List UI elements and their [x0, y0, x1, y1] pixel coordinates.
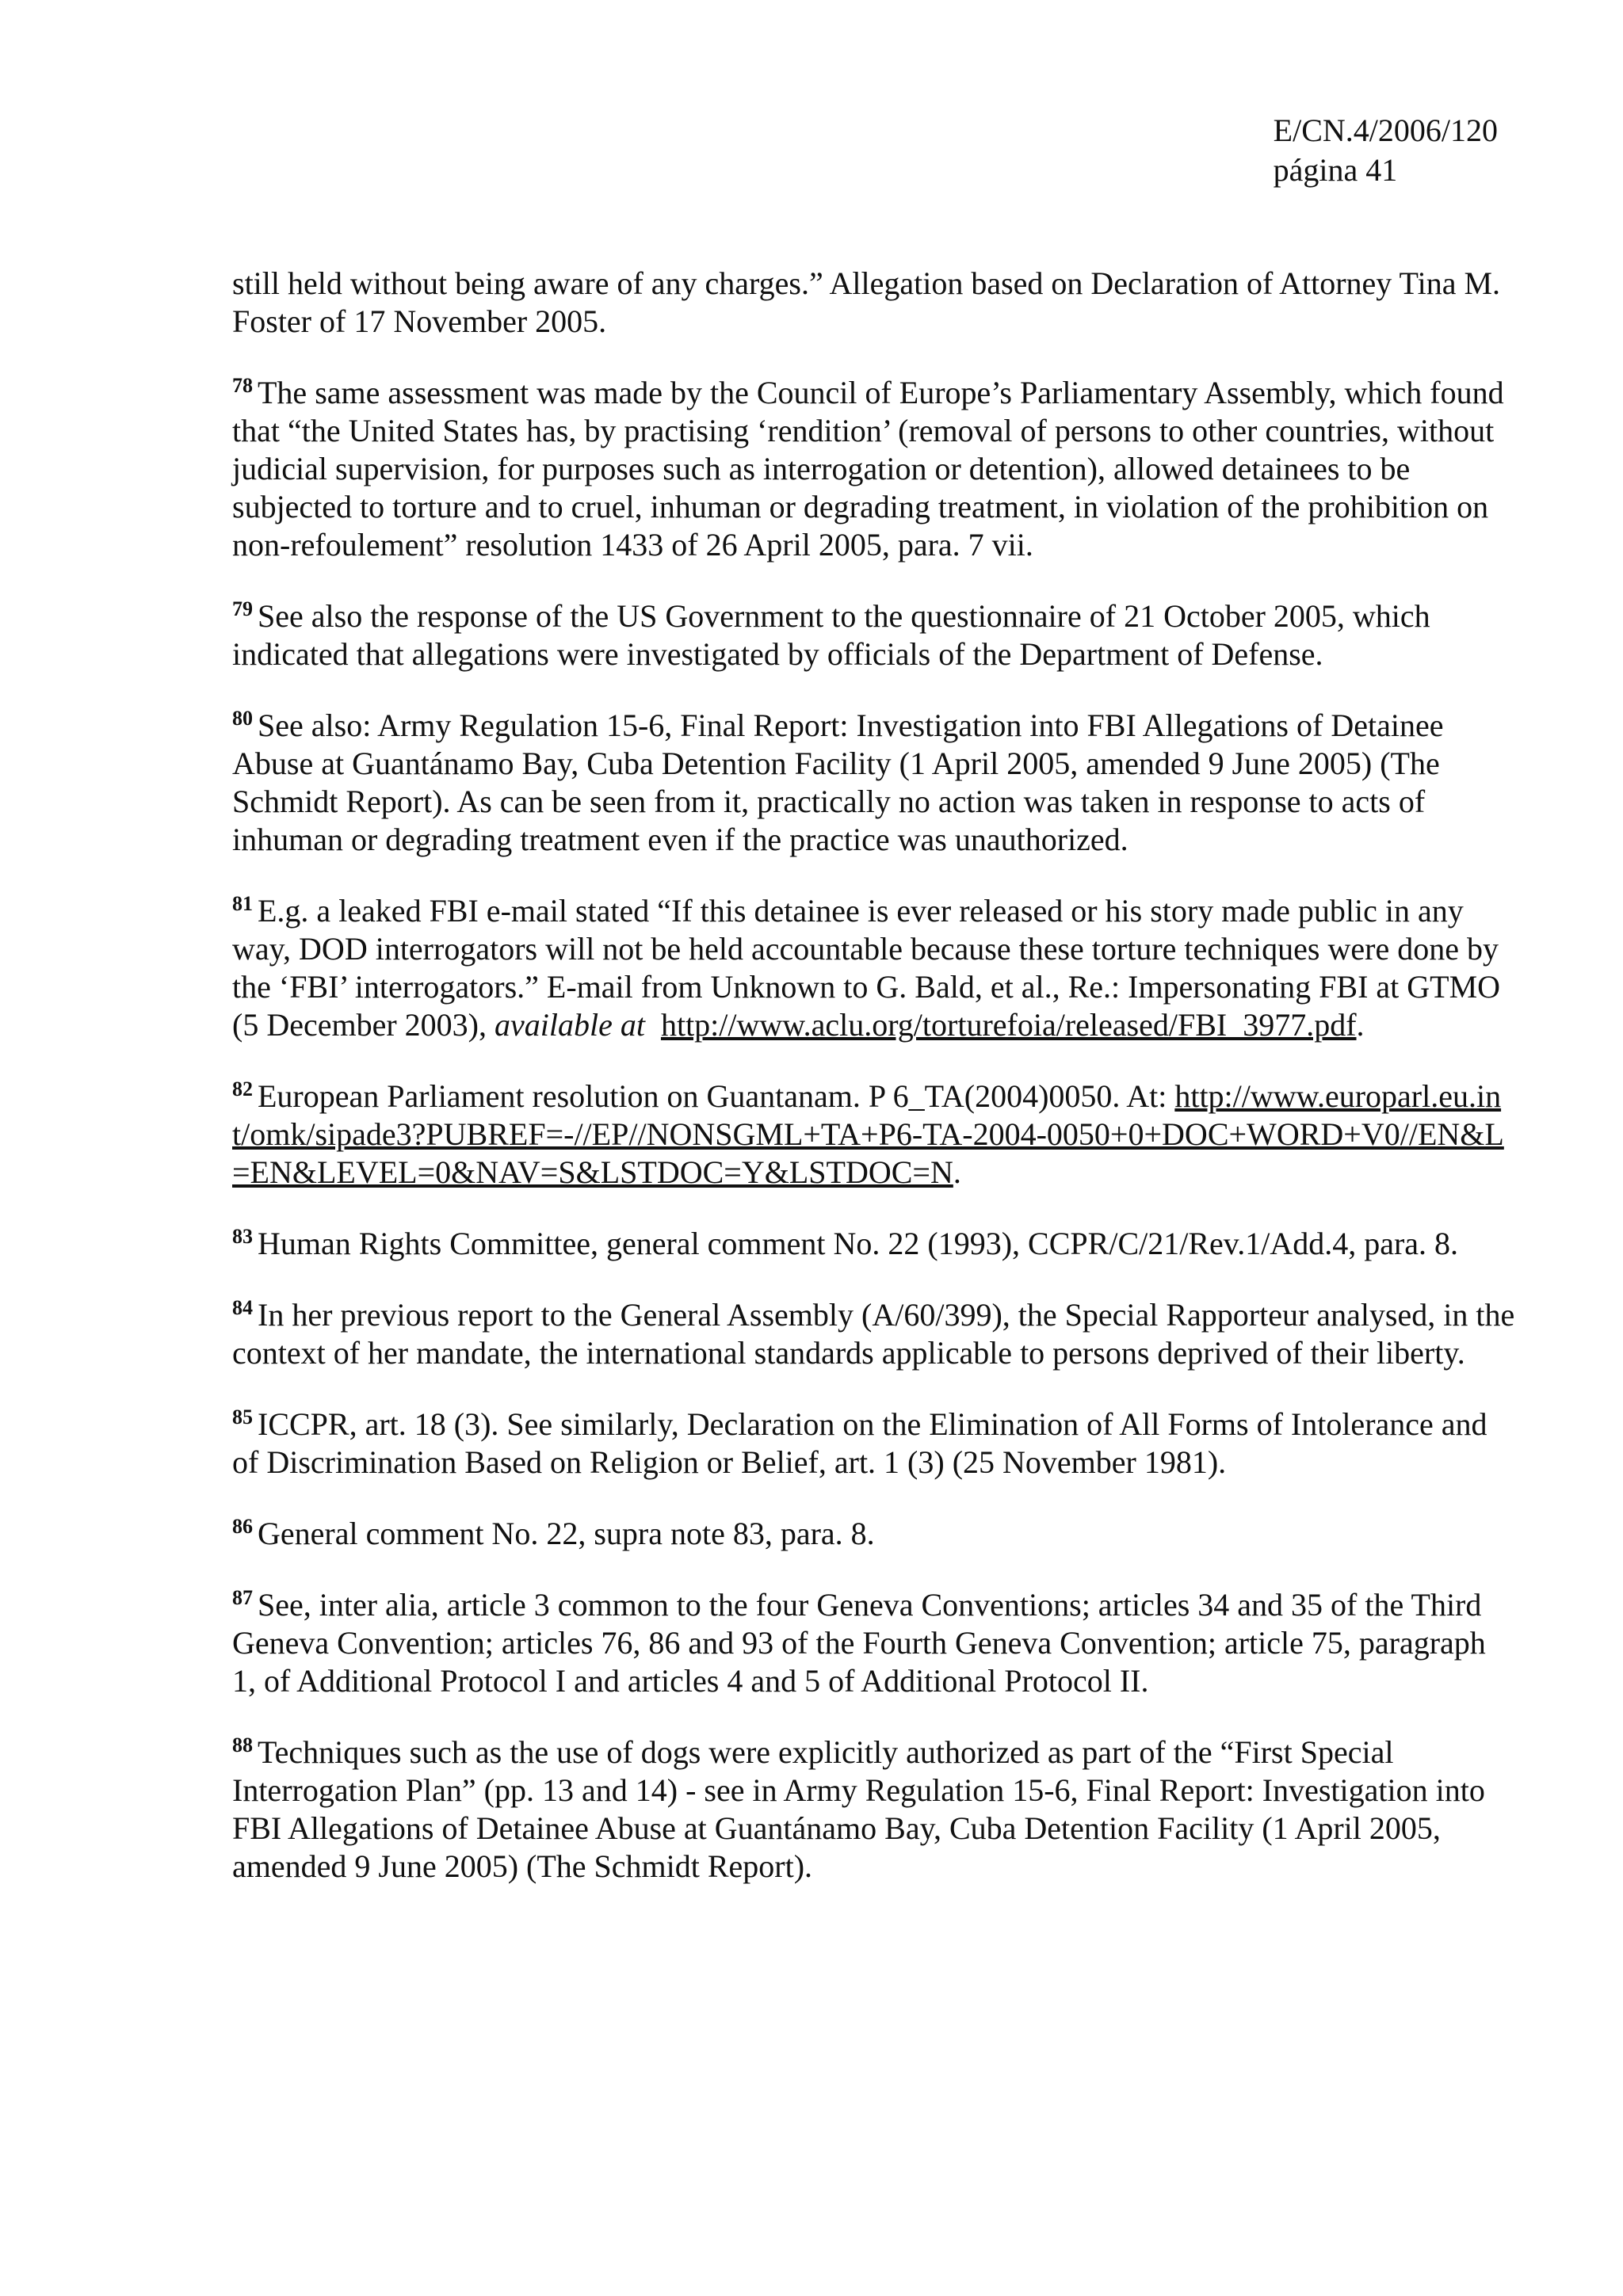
footnote-continuation — [232, 265, 1516, 341]
footnote-text: E.g. a leaked FBI e-mail stated “If this detainee is ever released or his story made public in any way, DOD interrogators will not be held accountable because these torture techniques were done by the ‘FBI’ interrogators.” E-mail from Unknown to G. Bald, et al., Re.: Impersonating FBI at GTMO (5 December 2003), — [232, 893, 1501, 1043]
footnote-number: 85 — [232, 1405, 253, 1428]
footnote-82 — [232, 1077, 1516, 1192]
footnote-text: See also: Army Regulation 15-6, Final Report: Investigation into FBI Allegations of Detainee Abuse at Guantánamo Bay, Cuba Detention Facility (1 April 2005, amended 9 June 2005) (The Schmidt Report). As can be seen from it, practically no action was taken in response to acts of inhuman or degrading treatment even if the practice was unauthorized. — [232, 707, 1444, 857]
footnote-79 — [232, 597, 1516, 673]
footnote-number: 82 — [232, 1077, 253, 1100]
footnotes-section — [232, 265, 1516, 1919]
footnote-text: Human Rights Committee, general comment No. 22 (1993), CCPR/C/21/Rev.1/Add.4, para. 8. — [258, 1226, 1459, 1261]
footnote-link[interactable]: http://www.aclu.org/torturefoia/released/FBI_3977.pdf — [660, 1007, 1357, 1043]
footnote-88 — [232, 1733, 1516, 1886]
footnote-84 — [232, 1296, 1516, 1372]
page-number: página 41 — [1273, 152, 1398, 188]
footnote-87 — [232, 1586, 1516, 1700]
footnote-text: The same assessment was made by the Council of Europe’s Parliamentary Assembly, which found that “the United States has, by practising ‘rendition’ (removal of persons to other countries, without judicial supervision, for purposes such as interrogation or detention), allowed detainees to be subjected to torture and to cruel, inhuman or degrading treatment, in violation of the prohibition on non-refoulement” resolution 1433 of 26 April 2005, para. 7 vii. — [232, 375, 1504, 563]
document-header — [1274, 111, 1498, 190]
footnote-85 — [232, 1405, 1516, 1482]
footnote-86 — [232, 1515, 1516, 1553]
footnote-number: 78 — [232, 374, 253, 397]
footnote-78 — [232, 374, 1516, 564]
footnote-80 — [232, 707, 1516, 859]
footnote-text: See, inter alia, article 3 common to the four Geneva Conventions; articles 34 and 35 of the Third Geneva Convention; articles 76, 86 and 93 of the Fourth Geneva Convention; article 75, paragraph 1, of Additional Protocol I and articles 4 and 5 of Additional Protocol II. — [232, 1587, 1486, 1699]
footnote-text: European Parliament resolution on Guantanam. P 6_TA(2004)0050. At: — [258, 1078, 1175, 1114]
footnote-number: 81 — [232, 892, 253, 915]
footnote-number: 87 — [232, 1586, 253, 1609]
footnote-number: 86 — [232, 1515, 253, 1538]
footnote-text: ICCPR, art. 18 (3). See similarly, Declaration on the Elimination of All Forms of Intolerance and of Discrimination Based on Religion or Belief, art. 1 (3) (25 November 1981). — [232, 1406, 1487, 1480]
document-symbol: E/CN.4/2006/120 — [1273, 113, 1498, 148]
footnote-link[interactable]: http://www.europarl.eu.int/omk/sipade3?PUBREF=-//EP//NONSGML+TA+P6-TA-2004-0050+0+DOC+WORD+V0//EN&L=EN&LEVEL=0&NAV=S&LSTDOC=Y&LSTDOC=N — [232, 1078, 1504, 1190]
footnote-italic-text: available at — [494, 1007, 645, 1043]
footnote-number: 88 — [232, 1733, 253, 1756]
footnote-trailing: . — [953, 1154, 961, 1190]
footnote-83 — [232, 1225, 1516, 1263]
footnote-text: General comment No. 22, supra note 83, para. 8. — [258, 1516, 875, 1551]
footnote-number: 83 — [232, 1225, 253, 1248]
footnote-trailing: . — [1356, 1007, 1365, 1043]
footnote-text: In her previous report to the General Assembly (A/60/399), the Special Rapporteur analysed, in the context of her mandate, the international standards applicable to persons deprived of their liberty. — [232, 1297, 1515, 1371]
footnote-number: 84 — [232, 1296, 253, 1319]
footnote-text: Techniques such as the use of dogs were explicitly authorized as part of the “First Special Interrogation Plan” (pp. 13 and 14) - see in Army Regulation 15-6, Final Report: Investigation into FBI Allegations of Detainee Abuse at Guantánamo Bay, Cuba Detention Facility (1 April 2005, amended 9 June 2005) (The Schmidt Report). — [232, 1734, 1485, 1884]
footnote-81 — [232, 892, 1516, 1044]
footnote-text: See also the response of the US Government to the questionnaire of 21 October 2005, which indicated that allegations were investigated by officials of the Department of Defense. — [232, 598, 1430, 672]
footnote-text: still held without being aware of any charges.” Allegation based on Declaration of Attorney Tina M. Foster of 17 November 2005. — [232, 265, 1501, 339]
footnote-number: 80 — [232, 707, 253, 730]
footnote-number: 79 — [232, 597, 253, 620]
